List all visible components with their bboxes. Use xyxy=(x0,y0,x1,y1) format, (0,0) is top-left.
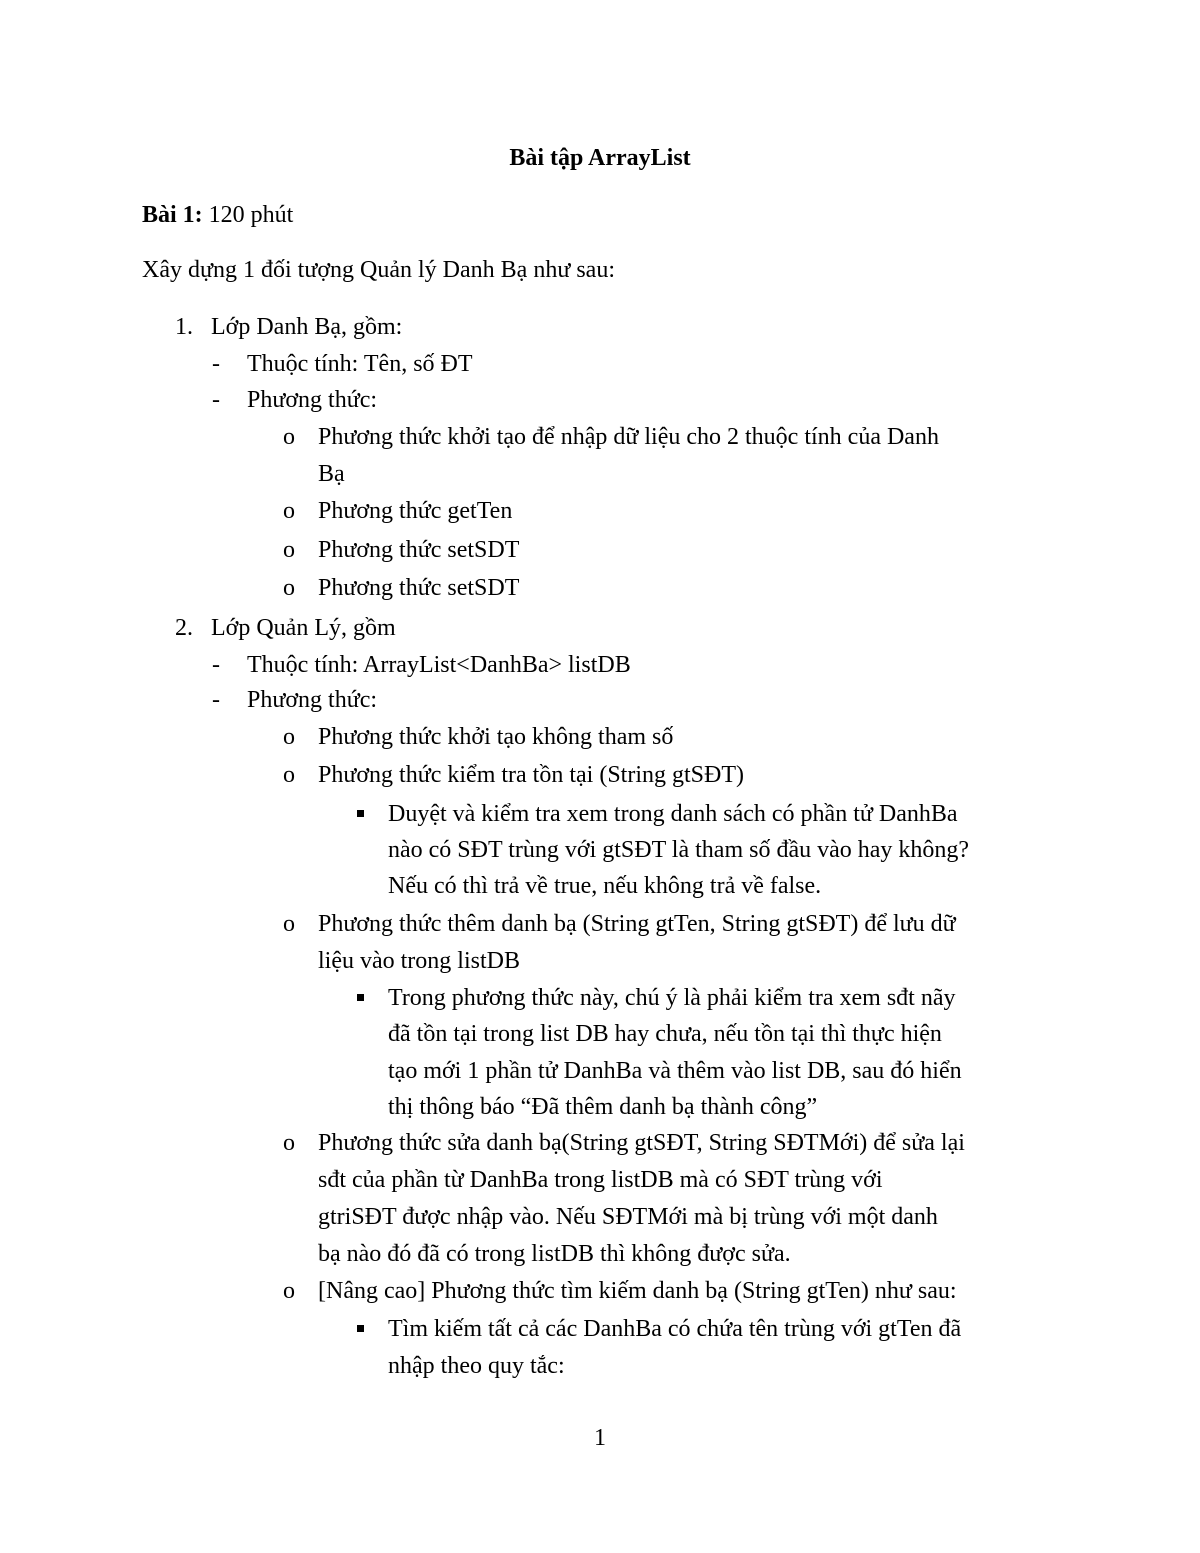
dash-marker: - xyxy=(212,687,220,713)
dash-marker: - xyxy=(212,351,220,377)
circle-marker: o xyxy=(283,537,295,563)
list-item: Phương thức getTen xyxy=(318,498,513,524)
dash-marker: - xyxy=(212,652,220,678)
list-item-continuation: nào có SĐT trùng với gtSĐT là tham số đầu vào hay không? xyxy=(388,837,970,863)
list-item-continuation: tạo mới 1 phần tử DanhBa và thêm vào list DB, sau đó hiển xyxy=(388,1058,962,1084)
list-item: Trong phương thức này, chú ý là phải kiểm tra xem sđt nãy xyxy=(388,985,956,1011)
list-item-continuation: liệu vào trong listDB xyxy=(318,948,520,974)
list-item-continuation: Nếu có thì trả về true, nếu không trả về false. xyxy=(388,873,822,899)
circle-marker: o xyxy=(283,1130,295,1156)
square-bullet-icon xyxy=(357,994,364,1001)
circle-marker: o xyxy=(283,762,295,788)
list-item: [Nâng cao] Phương thức tìm kiếm danh bạ (String gtTen) như sau: xyxy=(318,1278,957,1304)
dash-marker: - xyxy=(212,387,220,413)
list-item-continuation: gtriSĐT được nhập vào. Nếu SĐTMới mà bị trùng với một danh xyxy=(318,1204,938,1230)
square-bullet-icon xyxy=(357,810,364,817)
section-1-attributes: Thuộc tính: Tên, số ĐT xyxy=(247,351,473,377)
circle-marker: o xyxy=(283,498,295,524)
exercise-heading xyxy=(142,200,293,230)
list-item: Phương thức setSDT xyxy=(318,575,520,601)
circle-marker: o xyxy=(283,575,295,601)
list-item: Phương thức setSDT xyxy=(318,537,520,563)
list-item: Phương thức kiểm tra tồn tại (String gtSĐT) xyxy=(318,762,744,788)
circle-marker: o xyxy=(283,724,295,750)
list-item-continuation: nhập theo quy tắc: xyxy=(388,1353,565,1379)
list-item-continuation: sđt của phần từ DanhBa trong listDB mà có SĐT trùng với xyxy=(318,1167,883,1193)
list-item-continuation: thị thông báo “Đã thêm danh bạ thành công” xyxy=(388,1094,818,1120)
section-1-heading: Lớp Danh Bạ, gồm: xyxy=(211,314,403,340)
section-2-heading: Lớp Quản Lý, gồm xyxy=(211,615,396,641)
exercise-duration: 120 phút xyxy=(208,202,294,228)
square-bullet-icon xyxy=(357,1325,364,1332)
section-2-attributes: Thuộc tính: ArrayList<DanhBa> listDB xyxy=(247,652,631,678)
intro-paragraph: Xây dựng 1 đối tượng Quản lý Danh Bạ như sau: xyxy=(142,257,615,283)
section-2-methods: Phương thức: xyxy=(247,687,378,713)
list-item-continuation: bạ nào đó đã có trong listDB thì không được sửa. xyxy=(318,1241,791,1267)
list-item-continuation: Bạ xyxy=(318,461,345,487)
list-item: Duyệt và kiểm tra xem trong danh sách có phần tử DanhBa xyxy=(388,801,958,827)
list-item: Phương thức khởi tạo để nhập dữ liệu cho 2 thuộc tính của Danh xyxy=(318,424,939,450)
list-item: Phương thức thêm danh bạ (String gtTen, String gtSĐT) để lưu dữ xyxy=(318,911,956,937)
document-title: Bài tập ArrayList xyxy=(509,145,691,171)
circle-marker: o xyxy=(283,1278,295,1304)
section-1-methods: Phương thức: xyxy=(247,387,378,413)
list-item: Tìm kiếm tất cả các DanhBa có chứa tên trùng với gtTen đã xyxy=(388,1316,962,1342)
circle-marker: o xyxy=(283,911,295,937)
list-item: Phương thức sửa danh bạ(String gtSĐT, String SĐTMới) để sửa lại xyxy=(318,1130,965,1156)
circle-marker: o xyxy=(283,424,295,450)
page-number: 1 xyxy=(594,1425,606,1451)
list-number-2: 2. xyxy=(175,615,193,641)
list-item-continuation: đã tồn tại trong list DB hay chưa, nếu tồn tại thì thực hiện xyxy=(388,1021,942,1047)
exercise-label: Bài 1: xyxy=(142,202,203,228)
list-number-1: 1. xyxy=(175,314,193,340)
list-item: Phương thức khởi tạo không tham số xyxy=(318,724,674,750)
